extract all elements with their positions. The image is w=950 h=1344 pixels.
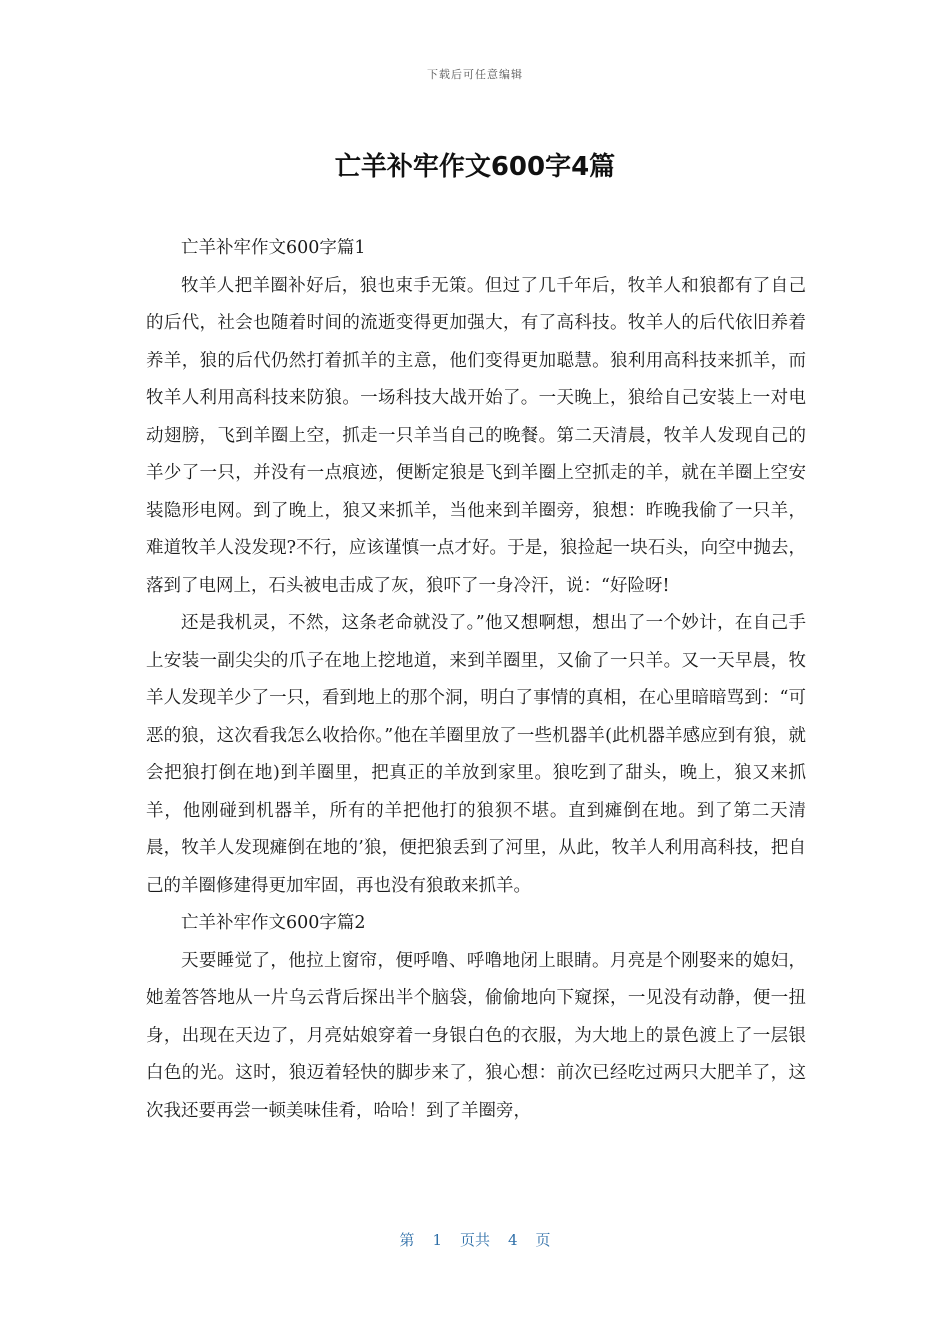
header-note: 下载后可任意编辑 [427, 68, 523, 81]
section-heading-1: 亡羊补牢作文600字篇1 [181, 238, 366, 258]
footer-current-page: 1 [432, 1231, 442, 1249]
paragraph: 还是我机灵，不然，这条老命就没了。”他又想啊想，想出了一个妙计，在自己手上安装一副尖尖的爪子在地上挖地道，来到羊圈里，又偷了一只羊。又一天早晨，牧羊人发现羊少了一只，看到地上的那个洞，明白了事情的真相，在心里暗暗骂到：“可恶的狼，这次看我怎么收拾你。”他在羊圈里放了一些机器羊(此机器羊感应到有狼，就会把狼打倒在地)到羊圈里，把真正的羊放到家里。狼吃到了甜头，晚上，狼又来抓羊，他刚碰到机器羊，所有的羊把他打的狼狈不堪。直到瘫倒在地。到了第二天清晨，牧羊人发现瘫倒在地的’狼，便把狼丢到了河里，从此，牧羊人利用高科技，把自己的羊圈修建得更加牢固，再也没有狼敢来抓羊。 [146, 613, 806, 896]
paragraph: 天要睡觉了，他拉上窗帘，便呼噜、呼噜地闭上眼睛。月亮是个刚娶来的媳妇，她羞答答地从一片乌云背后探出半个脑袋，偷偷地向下窥探，一见没有动静，便一扭身，出现在天边了，月亮姑娘穿着一身银白色的衣服，为大地上的景色渡上了一层银白色的光。这时，狼迈着轻快的脚步来了，狼心想：前次已经吃过两只大肥羊了，这次我还要再尝一顿美味佳肴，哈哈！到了羊圈旁， [146, 950, 806, 1121]
document-title: 亡羊补牢作文600字4篇 [334, 152, 616, 182]
footer-total-pages: 4 [508, 1231, 518, 1249]
paragraph: 牧羊人把羊圈补好后，狼也束手无策。但过了几千年后，牧羊人和狼都有了自己的后代，社会也随着时间的流逝变得更加强大，有了高科技。牧羊人的后代依旧养着养羊，狼的后代仍然打着抓羊的主意，他们变得更加聪慧。狼利用高科技来抓羊，而牧羊人利用高科技来防狼。一场科技大战开始了。一天晚上，狼给自己安装上一对电动翅膀，飞到羊圈上空，抓走一只羊当自己的晚餐。第二天清晨，牧羊人发现自己的羊少了一只，并没有一点痕迹，便断定狼是飞到羊圈上空抓走的羊，就在羊圈上空安装隐形电网。到了晚上，狼又来抓羊，当他来到羊圈旁，狼想：昨晚我偷了一只羊，难道牧羊人没发现?不行，应该谨慎一点才好。于是，狼捡起一块石头，向空中抛去，落到了电网上，石头被电击成了灰，狼吓了一身冷汗，说：“好险呀! [146, 275, 806, 596]
document-body [146, 230, 806, 1130]
footer-label-page: 第 [399, 1231, 415, 1249]
section-heading-2: 亡羊补牢作文600字篇2 [181, 913, 366, 933]
footer-label-end: 页 [535, 1231, 551, 1249]
footer-label-total: 页共 [459, 1231, 490, 1249]
page-footer [0, 1229, 950, 1250]
